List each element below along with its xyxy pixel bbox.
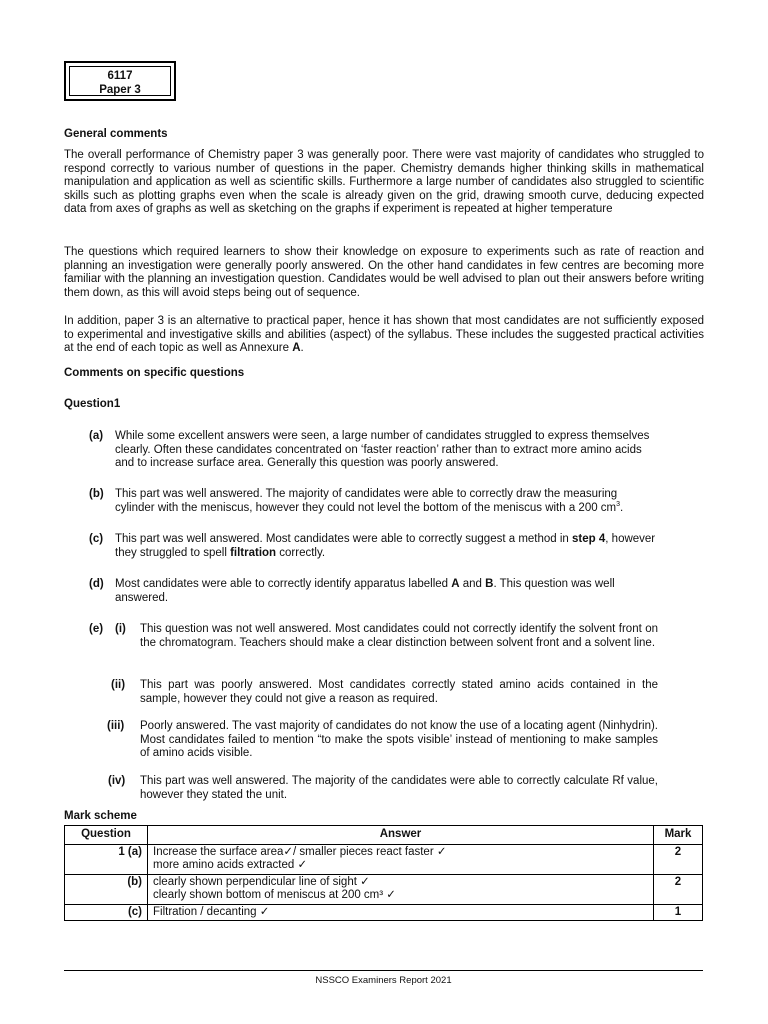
- question-heading: Question1: [64, 398, 121, 410]
- mark-scheme-heading: Mark scheme: [64, 810, 137, 822]
- part-d-t2: and: [459, 578, 486, 590]
- row-answer: [148, 874, 654, 904]
- part-c-t3: correctly.: [276, 546, 326, 559]
- part-c-b2: filtration: [230, 546, 277, 559]
- paper-number: Paper 3: [99, 84, 141, 96]
- footer-rule: [64, 970, 703, 971]
- p3-text: In addition, paper 3 is an alternative to practical paper, hence it has shown that most candidates are not sufficiently exposed to experimental and investigative skills and abilities (aspect) of the syllabus. These includes the suggested practical activities at the end of each topic as well as Annexure: [64, 315, 704, 355]
- part-d-t1: Most candidates were able to correctly identify apparatus labelled: [115, 578, 452, 590]
- part-d-b1: A: [451, 578, 460, 590]
- part-a-label: (a): [89, 430, 104, 442]
- part-e-iv-label: (iv): [108, 775, 126, 787]
- part-e-i-label: (i): [115, 623, 126, 635]
- part-d-text: [115, 578, 657, 605]
- part-a-text: While some excellent answers were seen, a large number of candidates struggled to express themselves clearly. Often these candidates concentrated on ‘faster reaction’ rather than to extract more amino acids and to increase surface area. Generally this question was poorly answered.: [115, 430, 650, 470]
- part-b-text: [115, 488, 657, 515]
- answer-line: Increase the surface area✓/ smaller pieces react faster ✓: [153, 845, 447, 858]
- general-paragraph-1: The overall performance of Chemistry paper 3 was generally poor. There were vast majority of candidates who struggled to respond correctly to various number of questions in the paper. Chemistry demands higher thinking skills in mathematical manipulation and application as well as scientific skills. Furthermore a large number of candidates also struggled to scientific skills such as plotting graphs even when the scale is already given on the grid, drawing smooth curve, deducing expected data from axes of graphs as well as sketching on the graphs if experiment is repeated at higher temperature: [64, 149, 704, 216]
- p3-end: .: [300, 342, 304, 355]
- part-d-label: (d): [89, 578, 104, 590]
- row-question: (c): [65, 904, 148, 921]
- general-paragraph-2: The questions which required learners to show their knowledge on exposure to experiments such as rate of reaction and planning an investigation were generally poorly answered. On the other hand candidates in few centres are becoming more familiar with the planning an investigation question. Candidates would be well advised to plan out their answers before writing them down, as this will avoid steps being out of sequence.: [64, 246, 704, 299]
- answer-line: Filtration / decanting ✓: [153, 905, 270, 918]
- part-c-t1: This part was well answered. Most candidates were able to correctly suggest a method in: [115, 533, 573, 545]
- part-d-t3: . This question was well answered.: [115, 578, 615, 604]
- part-e-i-text: This question was not well answered. Most candidates could not correctly identify the solvent front on the chromatogram. Teachers should make a clear distinction between solvent front and a solvent line.: [140, 623, 658, 649]
- row-answer: [148, 844, 654, 874]
- part-d-b2: B: [485, 578, 494, 590]
- general-comments-heading: General comments: [64, 128, 168, 140]
- specific-heading: Comments on specific questions: [64, 367, 245, 379]
- answer-line: clearly shown bottom of meniscus at 200 cm³ ✓: [153, 889, 396, 901]
- p3-annexure: A: [292, 342, 301, 355]
- row-question: (b): [65, 874, 148, 904]
- part-e-label: (e): [89, 623, 104, 635]
- row-mark: 1: [654, 904, 703, 921]
- part-e-ii-text: This part was poorly answered. Most candidates correctly stated amino acids contained in the sample, however they could not give a reason as required.: [140, 679, 658, 705]
- part-b-body: This part was well answered. The majority of candidates were able to correctly draw the measuring cylinder with the meniscus, however they could not level the bottom of the meniscus with a 200 cm: [115, 488, 618, 514]
- part-c-label: (c): [89, 533, 104, 545]
- paper-code-inner: [69, 66, 171, 96]
- general-paragraph-3: [64, 315, 704, 356]
- table-row: [65, 874, 703, 904]
- part-e-ii-label: (ii): [111, 679, 126, 691]
- part-b-label: (b): [89, 488, 104, 500]
- part-c-t2: , however they struggled to spell: [115, 533, 656, 559]
- row-question: 1 (a): [65, 844, 148, 874]
- paper-code-box: [64, 61, 176, 101]
- part-c-text: [115, 533, 657, 560]
- part-b-end: .: [620, 501, 624, 514]
- row-answer: [148, 904, 654, 921]
- footer-text: NSSCO Examiners Report 2021: [315, 975, 452, 986]
- table-row: [65, 844, 703, 874]
- part-e-iii-text: Poorly answered. The vast majority of candidates do not know the use of a locating agent (Ninhydrin). Most candidates failed to mention “to make the spots visible’ instead of mentioning to make samples of amino acids visible.: [140, 720, 658, 760]
- table-header-row: [65, 826, 703, 845]
- header-answer: Answer: [148, 826, 654, 845]
- part-e-iii-label: (iii): [107, 720, 125, 732]
- row-mark: 2: [654, 844, 703, 874]
- answer-line: clearly shown perpendicular line of sight ✓: [153, 875, 370, 888]
- row-mark: 2: [654, 874, 703, 904]
- mark-scheme-table: [64, 825, 703, 921]
- table-row: [65, 904, 703, 921]
- header-question: Question: [65, 826, 148, 845]
- paper-code: 6117: [107, 70, 133, 82]
- part-e-iv-text: This part was well answered. The majority of the candidates were able to correctly calculate Rf value, however they stated the unit.: [140, 775, 658, 801]
- answer-line: more amino acids extracted ✓: [153, 859, 308, 871]
- part-c-b1: step 4: [572, 533, 606, 545]
- part-b-sup: 3: [616, 500, 621, 508]
- header-mark: Mark: [654, 826, 703, 845]
